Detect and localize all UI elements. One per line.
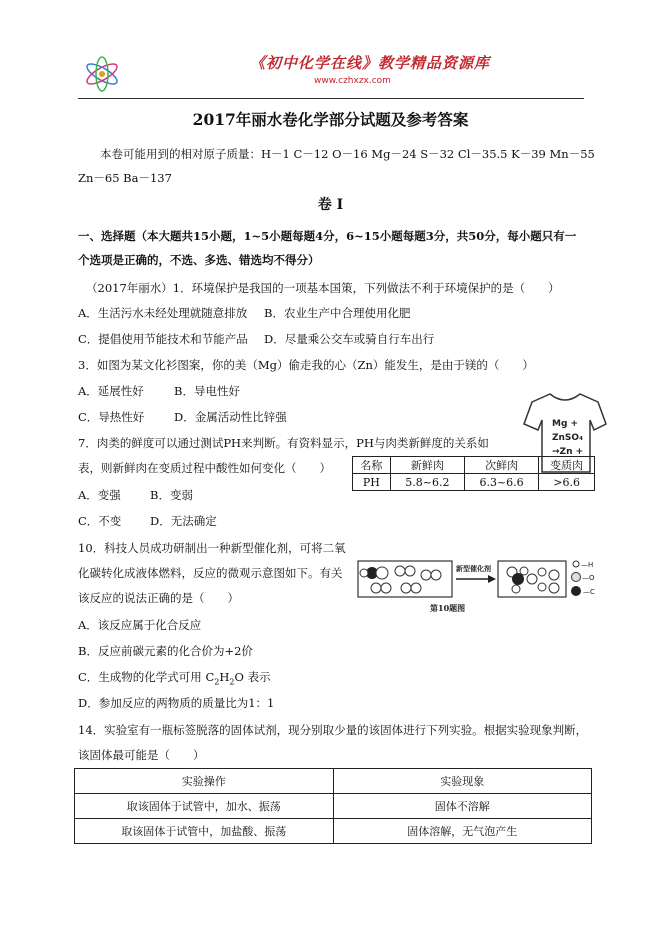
q10-option-c-text: C．生成物的化学式可用 C	[78, 670, 215, 684]
experiment-table-cell: 取该固体于试管中，加水、振荡	[75, 794, 334, 819]
reaction-diagram	[356, 557, 602, 617]
q3-option-a: A．延展性好	[78, 384, 144, 398]
ph-table-cell: >6.6	[539, 474, 595, 491]
experiment-table-cell: 固体不溶解	[333, 794, 592, 819]
q14-stem-2: 该固体最可能是（ ）	[78, 748, 205, 762]
q1-option-c: C．提倡使用节能技术和节能产品	[78, 332, 248, 346]
banner-title: 《初中化学在线》教学精品资源库	[250, 54, 491, 72]
q10-option-c-text: O 表示	[234, 670, 271, 684]
legend-h: —H	[581, 561, 594, 569]
shirt-line-1: Mg +	[552, 419, 579, 429]
q1-stem: （2017年丽水）1．环境保护是我国的一项基本国策，下列做法不利于环境保护的是（ ）	[86, 281, 560, 295]
ph-table-header: 名称	[353, 457, 391, 474]
ph-table	[352, 456, 595, 491]
banner-url: www.czhxzx.com	[314, 76, 391, 86]
q10-option-d: D．参加反应的两物质的质量比为1：1	[78, 696, 275, 710]
q1-option-a: A．生活污水未经处理就随意排放	[78, 306, 248, 320]
ph-table-header: 新鲜肉	[390, 457, 464, 474]
section-heading-line-1: 一、选择题（本大题共15小题，1~5小题每题4分，6~15小题每题3分，共50分，每小题只有一	[78, 229, 577, 243]
q7-option-b: B．变弱	[150, 488, 193, 502]
shirt-line-2: ZnSO₄	[552, 433, 584, 443]
experiment-table-header: 实验现象	[333, 769, 592, 794]
q10-option-b: B．反应前碳元素的化合价为+2价	[78, 644, 253, 658]
header-banner	[78, 48, 584, 99]
q3-option-c: C．导热性好	[78, 410, 145, 424]
section-heading-line-2: 个选项是正确的，不选、多选、错选均不得分）	[78, 253, 320, 267]
atomic-mass-line-2: Zn－65 Ba－137	[78, 171, 172, 185]
q7-option-d: D．无法确定	[150, 514, 217, 528]
q7-stem-1: 7．肉类的鲜度可以通过测试PH来判断。有资料显示，PH与肉类新鲜度的关系如	[78, 436, 489, 450]
q3-option-d: D．金属活动性比锌强	[174, 410, 287, 424]
q10-stem-1: 10．科技人员成功研制出一种新型催化剂，可将二氧	[78, 541, 346, 555]
q10-option-a: A．该反应属于化合反应	[78, 618, 202, 632]
legend-o: —O	[582, 574, 595, 582]
experiment-table-cell: 固体溶解，无气泡产生	[333, 819, 592, 844]
q10-option-c	[78, 669, 271, 686]
ph-table-cell: 6.3~6.6	[464, 474, 538, 491]
figure-caption: 第10题图	[430, 603, 466, 613]
ph-table-cell: PH	[353, 474, 391, 491]
experiment-table-header: 实验操作	[75, 769, 334, 794]
q1-option-b: B．农业生产中合理使用化肥	[264, 306, 411, 320]
volume-heading: 卷 Ⅰ	[317, 197, 344, 213]
q10-stem-2: 化碳转化成液体燃料，反应的微观示意图如下。有关	[78, 566, 343, 580]
atomic-mass-line-1: 本卷可能用到的相对原子质量：H－1 C－12 O－16 Mg－24 S－32 Cl－35.5 K－39 Mn－55	[100, 147, 595, 161]
q3-option-b: B．导电性好	[174, 384, 240, 398]
legend-c: —C	[583, 588, 595, 596]
experiment-table-cell: 取该固体于试管中，加盐酸、振荡	[75, 819, 334, 844]
q3-stem: 3．如图为某文化衫图案，你的美（Mg）偷走我的心（Zn）能发生，是由于镁的（ ）	[78, 358, 534, 372]
q10-stem-3: 该反应的说法正确的是（ ）	[78, 591, 239, 605]
q7-stem-2: 表，则新鲜肉在变质过程中酸性如何变化（ ）	[78, 461, 331, 475]
q7-option-c: C．不变	[78, 514, 122, 528]
experiment-table	[74, 768, 592, 844]
arrow-label: 新型催化剂	[456, 564, 491, 573]
q14-stem-1: 14．实验室有一瓶标签脱落的固体试剂，现分别取少量的该固体进行下列实验。根据实验现象判断，	[78, 723, 588, 737]
atom-logo-icon	[82, 54, 122, 94]
ph-table-header: 次鲜肉	[464, 457, 538, 474]
shirt-line-3: →Zn +	[552, 447, 584, 457]
subscript: 2	[229, 677, 235, 687]
ph-table-cell: 5.8~6.2	[390, 474, 464, 491]
q10-option-c-text: H	[219, 670, 230, 684]
doc-title: 2017年丽水卷化学部分试题及参考答案	[192, 110, 469, 129]
q1-option-d: D．尽量乘公交车或骑自行车出行	[264, 332, 435, 346]
ph-table-header: 变质肉	[539, 457, 595, 474]
q7-option-a: A．变强	[78, 488, 121, 502]
subscript: 2	[214, 677, 220, 687]
